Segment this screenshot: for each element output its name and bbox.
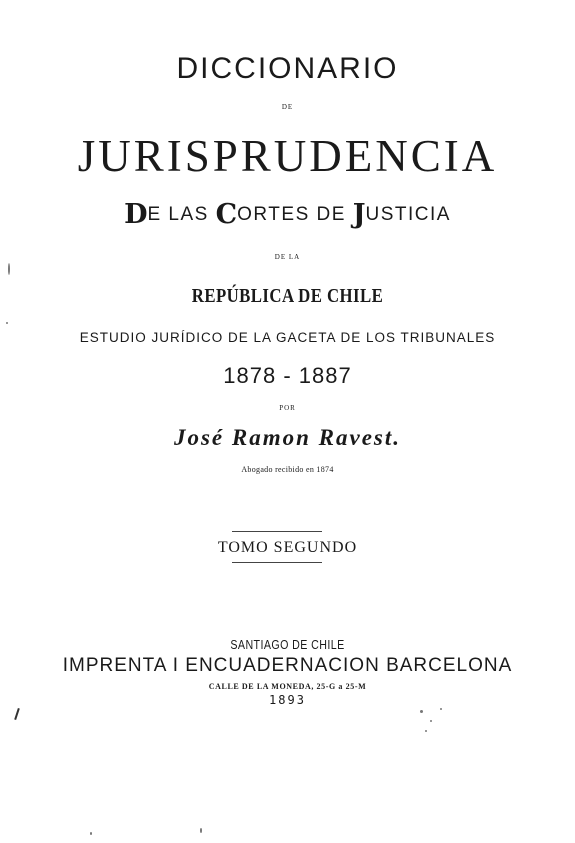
ornate-initial-d: D (124, 199, 148, 230)
title-diccionario: DICCIONARIO (176, 52, 399, 85)
speck (8, 263, 10, 275)
speck (200, 828, 202, 833)
speck (425, 730, 427, 732)
rule-below-volume (232, 562, 322, 563)
title3-part2: ORTES DE (237, 204, 353, 225)
connector-de: DE (281, 103, 294, 111)
title-cortes-de-justicia (0, 199, 575, 230)
ink-mark (14, 708, 20, 720)
imprint-address: CALLE DE LA MONEDA, 25-G a 25-M (208, 682, 367, 691)
title3-part3: USTICIA (365, 204, 451, 225)
subtitle-estudio: ESTUDIO JURÍDICO DE LA GACETA DE LOS TRIBUNALES (79, 330, 496, 345)
title3-part1: E LAS (147, 204, 216, 225)
years-range: 1878 - 1887 (223, 363, 352, 388)
author-note: Abogado recibido en 1874 (241, 465, 334, 474)
volume-label: TOMO SEGUNDO (217, 539, 358, 556)
title-jurisprudencia: JURISPRUDENCIA (77, 131, 498, 181)
ornate-initial-j: J (352, 199, 366, 230)
speck (420, 710, 423, 713)
ornate-initial-c: C (215, 199, 238, 230)
publication-year: 1893 (269, 693, 306, 707)
speck (440, 708, 442, 710)
republica-de-chile: REPÚBLICA DE CHILE (191, 285, 384, 307)
imprint-city: SANTIAGO DE CHILE (230, 637, 345, 652)
author-name: José Ramon Ravest. (173, 425, 402, 450)
connector-por: POR (279, 404, 296, 412)
connector-de-la: DE LA (274, 253, 301, 261)
speck (6, 322, 8, 324)
imprint-printer: IMPRENTA I ENCUADERNACION BARCELONA (62, 655, 513, 676)
rule-above-volume (232, 531, 322, 532)
speck (430, 720, 432, 722)
speck (90, 832, 92, 835)
